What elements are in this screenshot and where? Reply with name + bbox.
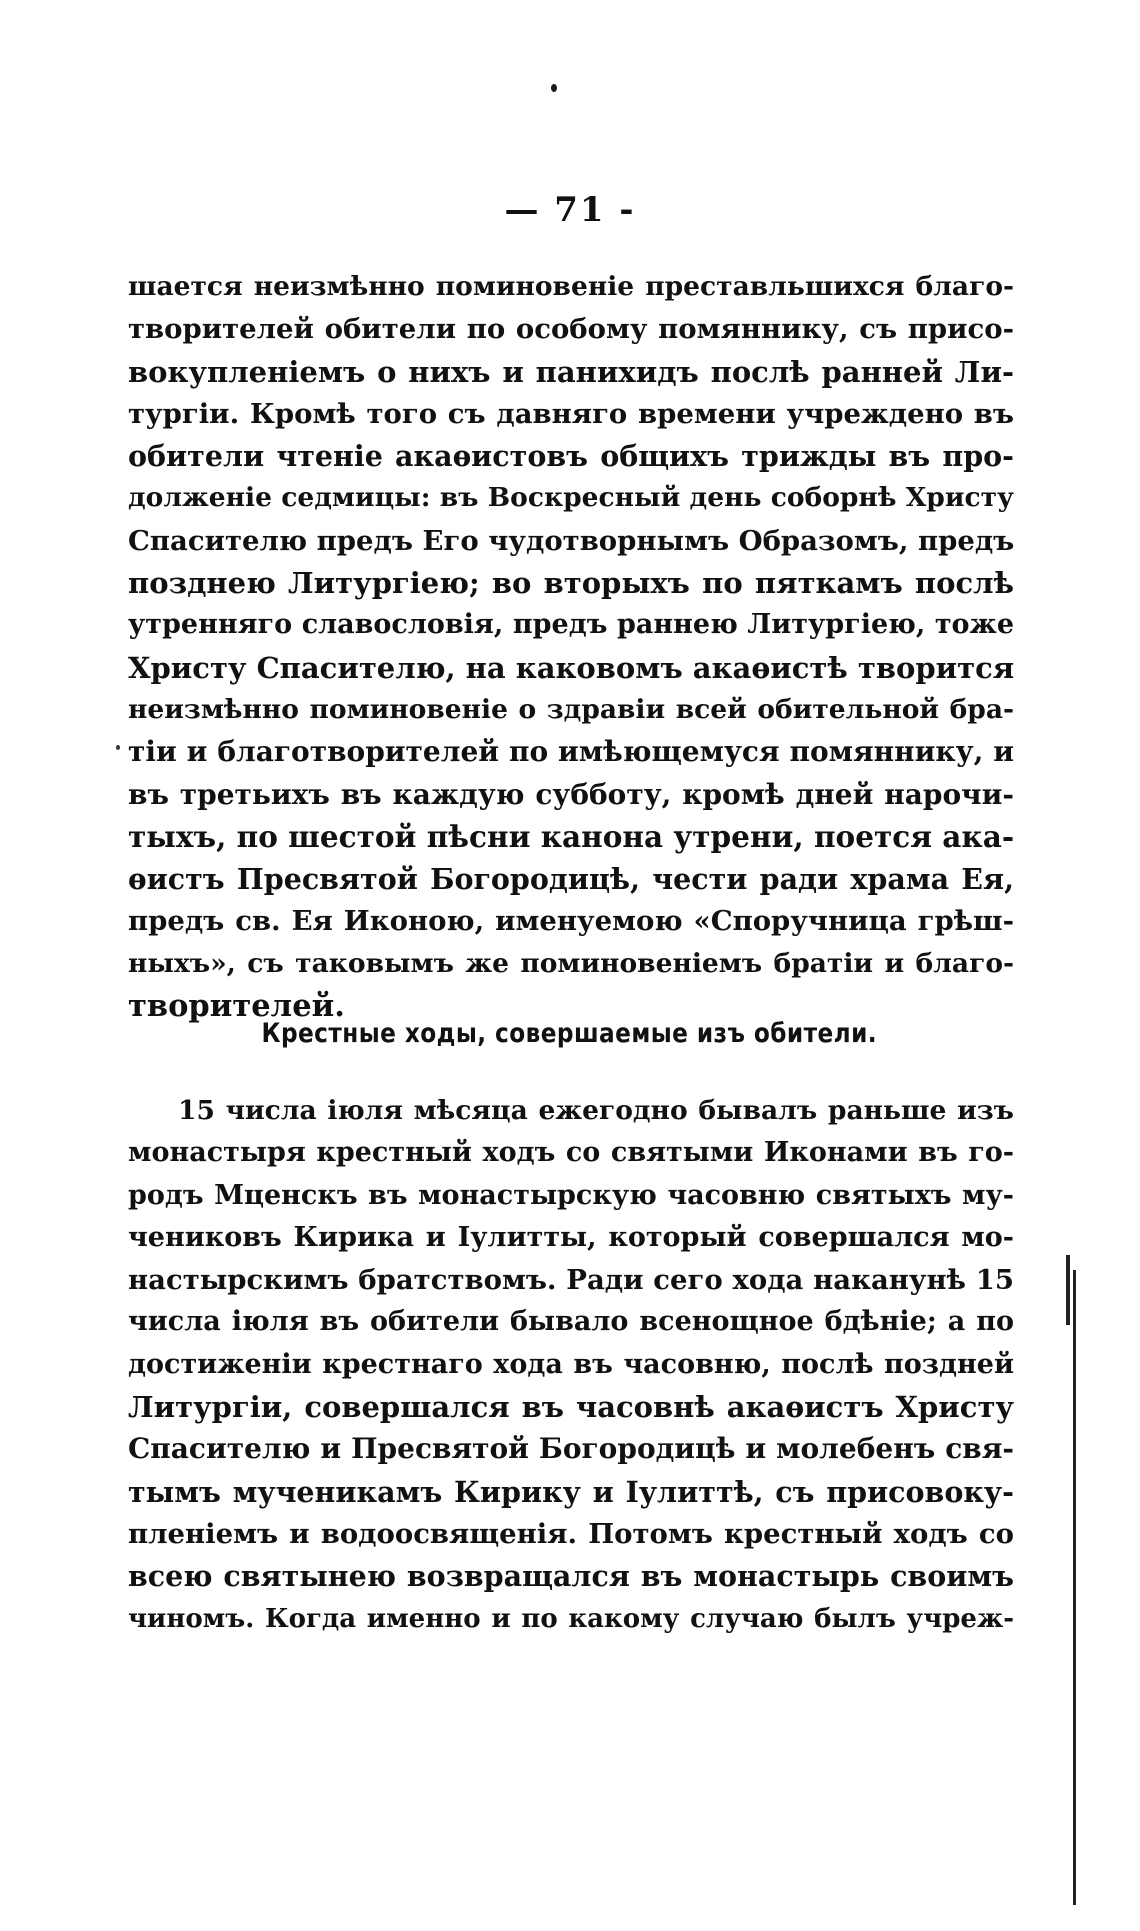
ink-speck [551,84,557,92]
text-line: творителей. [128,988,345,1025]
margin-scan-line [1073,1270,1076,1905]
text-line: родъ Мценскъ въ монастырскую часовню святыхъ му- [128,1179,1014,1211]
text-line: Литургіи, совершался въ часовнѣ акаѳистъ Христу [128,1390,1014,1425]
section-heading: Крестные ходы, совершаемые изъ обители. [261,1018,878,1049]
text-line: вокупленіемъ о нихъ и панихидъ послѣ ранней Ли- [128,354,1014,389]
text-line: Христу Спасителю, на каковомъ акаѳистѣ творится [128,650,1014,685]
text-line: ѳистъ Пресвятой Богородицѣ, чести ради храма Ея, [128,862,1014,897]
text-line: всею святынею возвращался въ монастырь своимъ [128,1559,1014,1594]
text-line: настырскимъ братствомъ. Ради сего хода наканунѣ 15 [128,1264,1014,1297]
text-line: 15 числа іюля мѣсяца ежегодно бывалъ раньше изъ [178,1095,1014,1126]
text-line: тіи и благотворителей по имѣющемуся помяннику, и [128,735,1014,769]
text-line: неизмѣнно поминовеніе о здравіи всей обительной бра- [128,693,1014,725]
text-line: въ третьихъ въ каждую субботу, кромѣ дней нарочи- [128,777,1014,811]
text-line: достиженіи крестнаго хода въ часовню, послѣ поздней [128,1348,1014,1380]
text-line: чениковъ Кирика и Іулитты, который совершался мо- [128,1221,1014,1253]
text-line: Спасителю предъ Его чудотворнымъ Образомъ, предъ [128,524,1014,557]
page-number: — 71 - [504,190,636,230]
text-line: долженіе седмицы: въ Воскресный день соборнѣ Христу [128,482,1014,514]
text-line: ныхъ», съ таковымъ же поминовеніемъ братіи и благо- [128,947,1014,979]
text-line: монастыря крестный ходъ со святыми Иконами въ го- [128,1137,1014,1169]
text-line: шается неизмѣнно поминовеніе преставльшихся благо- [128,271,1014,302]
text-line: позднею Литургіею; во вторыхъ по пяткамъ послѣ [128,566,1014,601]
text-line: тыхъ, по шестой пѣсни канона утрени, поется ака- [128,818,1014,854]
text-line: обители чтеніе акаѳистовъ общихъ трижды въ про- [128,439,1014,474]
text-line: чиномъ. Когда именно и по какому случаю былъ учреж- [128,1603,1014,1634]
text-line: пленіемъ и водоосвященія. Потомъ крестный ходъ со [128,1517,1014,1550]
text-line: Спасителю и Пресвятой Богородицѣ и молебенъ свя- [128,1432,1014,1466]
margin-scan-mark [1066,1255,1070,1325]
ink-speck-margin [116,745,120,750]
paragraph-1 [128,266,1014,1027]
text-line: числа іюля въ обители бывало всенощное бдѣніе; а по [128,1306,1014,1338]
text-line: тургіи. Кромѣ того съ давняго времени учреждено въ [128,397,1014,430]
text-line: тымъ мученикамъ Кирику и Іулиттѣ, съ присовоку- [128,1474,1014,1509]
paragraph-2 [128,1090,1014,1640]
text-line: предъ св. Ея Иконою, именуемою «Споручница грѣш- [128,905,1014,938]
text-line: творителей обители по особому помяннику, съ присо- [128,313,1014,346]
text-line: утренняго славословія, предъ раннею Литургіею, тоже [128,609,1014,641]
